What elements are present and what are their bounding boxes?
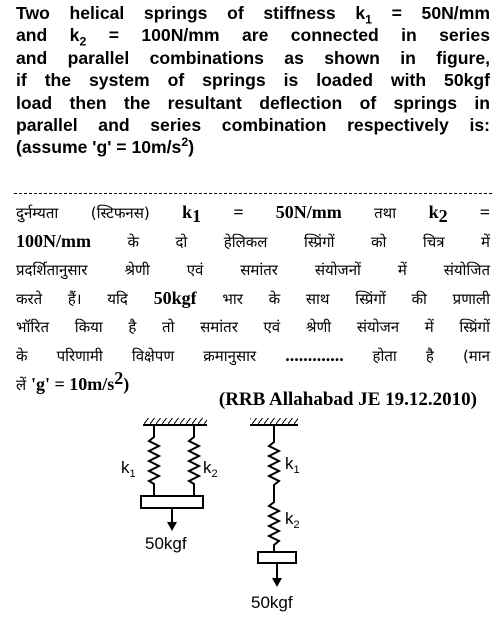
question-hi-line-7: लें '$g' = 10m/s^2$) [16, 368, 130, 394]
parallel-rigid-plate [141, 496, 203, 508]
question-hi-line-3: प्रदर्शितानुसार श्रेणी एवं समांतर संयोजनों में संयोजित [16, 261, 490, 279]
question-hi-line-6: के परिणामी विक्षेपण क्रमानुसार ............. होता है (मान [16, 345, 490, 365]
question-en-line-1: Two helical springs of stiffness $k_1 = 50N/mm$ [16, 3, 490, 27]
question-hi-line-2: 100N/mm के दो हेलिकल स्प्रिंगों को चित्र में [16, 231, 490, 251]
series-load-arrow-icon [272, 578, 282, 587]
parallel-label-k1: $k_1$ [121, 458, 136, 480]
parallel-label-k2: $k_2$ [203, 458, 218, 480]
question-en-line-3: and parallel combinations as shown in figure, [16, 47, 490, 68]
series-ceiling-hatch [250, 418, 298, 425]
series-spring-k2 [269, 498, 279, 552]
question-en-line-7: (assume '$g' = 10m/s^2$) [16, 135, 195, 158]
series-label-k2: $k_2$ [285, 509, 300, 531]
exam-source: (RRB Allahabad JE 19.12.2010) [218, 389, 477, 410]
question-hi-line-5: भॉरित किया है तो समांतर एवं श्रेणी संयोजन में स्प्रिंगों [16, 318, 490, 336]
series-load-label: 50kgf [251, 593, 293, 612]
series-load-block [258, 552, 296, 563]
parallel-ceiling-hatch [143, 418, 207, 425]
series-spring-k1 [269, 425, 279, 498]
question-en-line-4: if the system of springs is loaded with 50kgf [16, 70, 490, 91]
series-label-k1: $k_1$ [285, 454, 300, 476]
question-hi-line-1: दुर्नम्यता (स्टिफनस) $k_1 = 50N/mm$ तथा $k_2$ = [16, 202, 490, 226]
parallel-spring-k1 [149, 425, 159, 496]
question-en-line-5: load then the resultant deflection of springs in [16, 92, 490, 113]
question-en-line-6: parallel and series combination respectively is: [16, 115, 490, 136]
parallel-load-arrow-icon [167, 522, 177, 531]
parallel-load-label: 50kgf [145, 534, 187, 553]
parallel-spring-k2 [189, 425, 199, 496]
parallel-combination [121, 418, 218, 553]
question-hi-line-4: करते हैं। यदि 50kgf भार के साथ स्प्रिंगों की प्रणाली [16, 288, 490, 308]
question-en-line-2: and $k_2 = 100N/mm$ are connected in series [16, 25, 490, 49]
series-combination [250, 418, 300, 612]
